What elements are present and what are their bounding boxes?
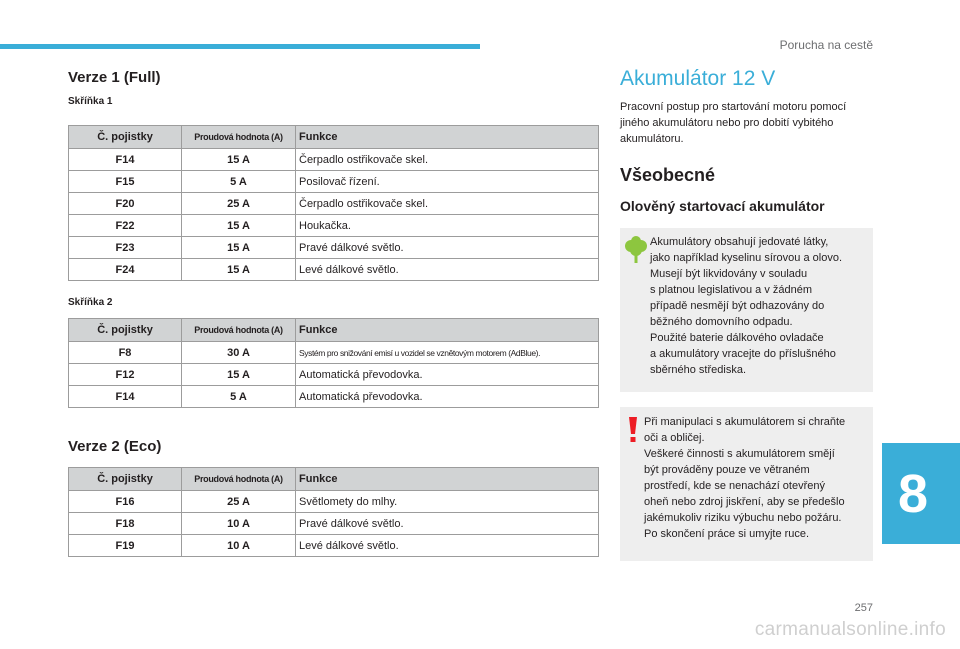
table-row [69, 535, 599, 557]
fuse-function: Světlomety do mlhy. [296, 491, 599, 513]
fuse-current: 25 A [182, 193, 296, 215]
table-row [69, 215, 599, 237]
table-row [69, 364, 599, 386]
fuse-function: Pravé dálkové světlo. [296, 237, 599, 259]
note-line: Při manipulaci s akumulátorem si chraňte [644, 416, 846, 428]
note-line: běžného domovního odpadu. [650, 316, 793, 328]
fuse-table-box-2 [68, 318, 599, 408]
fuse-table-eco [68, 467, 599, 557]
fuse-function: Čerpadlo ostřikovače skel. [296, 193, 599, 215]
fuse-number: F15 [69, 171, 182, 193]
intro-line: akumulátoru. [620, 133, 684, 145]
fuse-current: 15 A [182, 237, 296, 259]
eco-note [620, 228, 873, 392]
header-current: Proudová hodnota (A) [182, 319, 296, 342]
battery-column [620, 66, 873, 561]
fuse-number: F23 [69, 237, 182, 259]
fuse-number: F24 [69, 259, 182, 281]
recycle-leaf-icon [624, 236, 648, 264]
note-line: Po skončení práce si umyjte ruce. [644, 528, 810, 540]
note-line: jako například kyselinu sírovou a olovo. [650, 252, 842, 264]
note-line: jakémukoliv riziku výbuchu nebo požáru. [644, 512, 842, 524]
version-1-title: Verze 1 (Full) [68, 69, 161, 86]
note-line: Akumulátory obsahují jedovaté látky, [650, 236, 829, 248]
section-header: Porucha na cestě [779, 38, 873, 52]
fuse-function: Systém pro snižování emisí u vozidel se vznětovým motorem (AdBlue). [296, 342, 599, 364]
eco-note-text [650, 234, 867, 378]
fuse-table-box-1 [68, 125, 599, 281]
fuse-number: F18 [69, 513, 182, 535]
header-fuse-no: Č. pojistky [69, 319, 182, 342]
fuse-current: 25 A [182, 491, 296, 513]
header-function: Funkce [296, 468, 599, 491]
table-header-row [69, 468, 599, 491]
header-fuse-no: Č. pojistky [69, 468, 182, 491]
header-fuse-no: Č. pojistky [69, 126, 182, 149]
fuse-current: 10 A [182, 513, 296, 535]
fuse-number: F22 [69, 215, 182, 237]
fuse-function: Houkačka. [296, 215, 599, 237]
fuse-current: 30 A [182, 342, 296, 364]
fuse-function: Levé dálkové světlo. [296, 535, 599, 557]
table-row [69, 193, 599, 215]
fuse-number: F12 [69, 364, 182, 386]
intro-line: jiného akumulátoru nebo pro dobití vybitého [620, 117, 834, 129]
top-accent-bar [0, 44, 480, 49]
table-row [69, 513, 599, 535]
lead-battery-heading: Olověný startovací akumulátor [620, 198, 825, 214]
table-header-row [69, 126, 599, 149]
note-line: s platnou legislativou a v žádném [650, 284, 813, 296]
fuse-number: F20 [69, 193, 182, 215]
box-2-title: Skříňka 2 [68, 297, 113, 308]
fuse-function: Levé dálkové světlo. [296, 259, 599, 281]
note-line: a akumulátory vracejte do příslušného [650, 348, 836, 360]
fuse-function: Čerpadlo ostřikovače skel. [296, 149, 599, 171]
note-line: Použité baterie dálkového ovladače [650, 332, 824, 344]
fuse-function: Automatická převodovka. [296, 364, 599, 386]
warning-note-text [644, 414, 867, 542]
header-current: Proudová hodnota (A) [182, 126, 296, 149]
table-row [69, 259, 599, 281]
fuse-number: F19 [69, 535, 182, 557]
box-1-title: Skříňka 1 [68, 96, 113, 107]
chapter-tab: 8 [882, 443, 960, 544]
fuse-function: Posilovač řízení. [296, 171, 599, 193]
fuse-function: Automatická převodovka. [296, 386, 599, 408]
fuse-number: F8 [69, 342, 182, 364]
note-line: prostředí, kde se nenachází otevřený [644, 480, 825, 492]
note-line: případě nesmějí být odhazovány do [650, 300, 825, 312]
note-line: Veškeré činnosti s akumulátorem smějí [644, 448, 835, 460]
fuse-number: F14 [69, 386, 182, 408]
fuse-number: F16 [69, 491, 182, 513]
header-function: Funkce [296, 126, 599, 149]
version-2-title: Verze 2 (Eco) [68, 438, 162, 455]
fuse-current: 15 A [182, 215, 296, 237]
intro-line: Pracovní postup pro startování motoru pomocí [620, 101, 847, 113]
note-line: oheň nebo zdroj jiskření, aby se předešlo [644, 496, 845, 508]
fuse-current: 15 A [182, 364, 296, 386]
fuse-number: F14 [69, 149, 182, 171]
watermark: carmanualsonline.info [754, 619, 946, 640]
header-current: Proudová hodnota (A) [182, 468, 296, 491]
fuse-tables-column [68, 66, 599, 557]
battery-title: Akumulátor 12 V [620, 67, 776, 90]
note-line: být prováděny pouze ve větraném [644, 464, 810, 476]
note-line: Musejí být likvidovány v souladu [650, 268, 808, 280]
header-function: Funkce [296, 319, 599, 342]
intro-paragraph [620, 99, 873, 147]
fuse-current: 5 A [182, 386, 296, 408]
warning-exclamation-icon [626, 417, 640, 443]
general-heading: Všeobecné [620, 165, 716, 185]
note-line: sběrného střediska. [650, 364, 746, 376]
fuse-function: Pravé dálkové světlo. [296, 513, 599, 535]
fuse-current: 15 A [182, 259, 296, 281]
table-row [69, 491, 599, 513]
table-row [69, 342, 599, 364]
note-line: oči a obličej. [644, 432, 705, 444]
page-number: 257 [854, 602, 873, 614]
fuse-current: 10 A [182, 535, 296, 557]
table-row [69, 386, 599, 408]
table-header-row [69, 319, 599, 342]
table-row [69, 237, 599, 259]
fuse-current: 15 A [182, 149, 296, 171]
fuse-current: 5 A [182, 171, 296, 193]
table-row [69, 149, 599, 171]
table-row [69, 171, 599, 193]
warning-note [620, 407, 873, 561]
